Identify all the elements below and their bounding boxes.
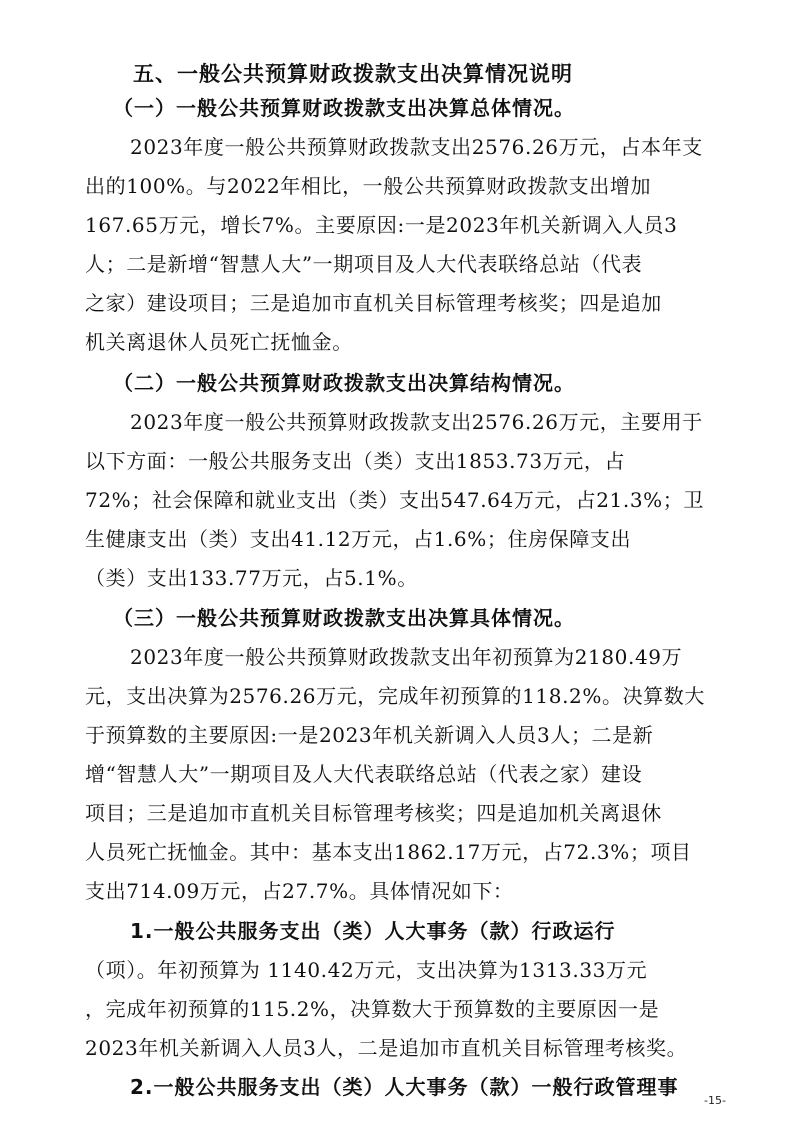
main-heading: 五、一般公共预算财政拨款支出决算情况说明 bbox=[133, 62, 573, 86]
section-3-line: 项目；三是追加市直机关目标管理考核奖；四是追加机关离退休 bbox=[85, 801, 662, 825]
section-1-line: 人；二是新增“智慧人大”一期项目及人大代表联络总站（代表 bbox=[85, 252, 643, 276]
section-3-line: 元，支出决算为2576.26万元，完成年初预算的118.2%。决算数大 bbox=[85, 684, 705, 708]
section-2-line: 生健康支出（类）支出41.12万元，占1.6%；住房保障支出 bbox=[85, 527, 632, 551]
section-3-line: 2023年度一般公共预算财政拨款支出年初预算为2180.49万 bbox=[130, 645, 683, 669]
section-3-line: 人员死亡抚恤金。其中：基本支出1862.17万元，占72.3%；项目 bbox=[85, 840, 692, 864]
section-1-line: 167.65万元，增长7%。主要原因:一是2023年机关新调入人员3 bbox=[85, 213, 678, 237]
section-3-heading: （三）一般公共预算财政拨款支出决算具体情况。 bbox=[113, 606, 575, 630]
section-3-line: 增“智慧人大”一期项目及人大代表联络总站（代表之家）建设 bbox=[85, 762, 643, 786]
section-1-line: 2023年度一般公共预算财政拨款支出2576.26万元，占本年支 bbox=[130, 135, 703, 159]
section-2-line: 2023年度一般公共预算财政拨款支出2576.26万元，主要用于 bbox=[130, 410, 703, 434]
section-1-heading: （一）一般公共预算财政拨款支出决算总体情况。 bbox=[113, 96, 575, 120]
section-2-heading: （二）一般公共预算财政拨款支出决算结构情况。 bbox=[113, 371, 575, 395]
item-1-title: 1.一般公共服务支出（类）人大事务（款）行政运行 bbox=[130, 919, 616, 943]
item-1-line: 2023年机关新调入人员3人，二是追加市直机关目标管理考核奖。 bbox=[85, 1036, 688, 1060]
section-2-line: 72%；社会保障和就业支出（类）支出547.64万元，占21.3%；卫 bbox=[85, 488, 704, 512]
section-3-line: 支出714.09万元，占27.7%。具体情况如下： bbox=[85, 879, 514, 903]
section-1-line: 之家）建设项目；三是追加市直机关目标管理考核奖；四是追加 bbox=[85, 291, 662, 315]
section-2-line: 以下方面：一般公共服务支出（类）支出1853.73万元，占 bbox=[85, 449, 626, 473]
item-2-title: 2.一般公共服务支出（类）人大事务（款）一般行政管理事 bbox=[130, 1075, 679, 1099]
page-number: -15- bbox=[704, 1094, 726, 1107]
section-2-line: （类）支出133.77万元，占5.1%。 bbox=[85, 566, 418, 590]
section-1-line: 机关离退休人员死亡抚恤金。 bbox=[85, 330, 353, 354]
item-1-line: （项）。年初预算为 1140.42万元，支出决算为1313.33万元 bbox=[85, 958, 648, 982]
section-3-line: 于预算数的主要原因:一是2023年机关新调入人员3人；二是新 bbox=[85, 723, 654, 747]
item-1-line: ，完成年初预算的115.2%，决算数大于预算数的主要原因一是 bbox=[85, 997, 660, 1021]
section-1-line: 出的100%。与2022年相比，一般公共预算财政拨款支出增加 bbox=[85, 174, 652, 198]
